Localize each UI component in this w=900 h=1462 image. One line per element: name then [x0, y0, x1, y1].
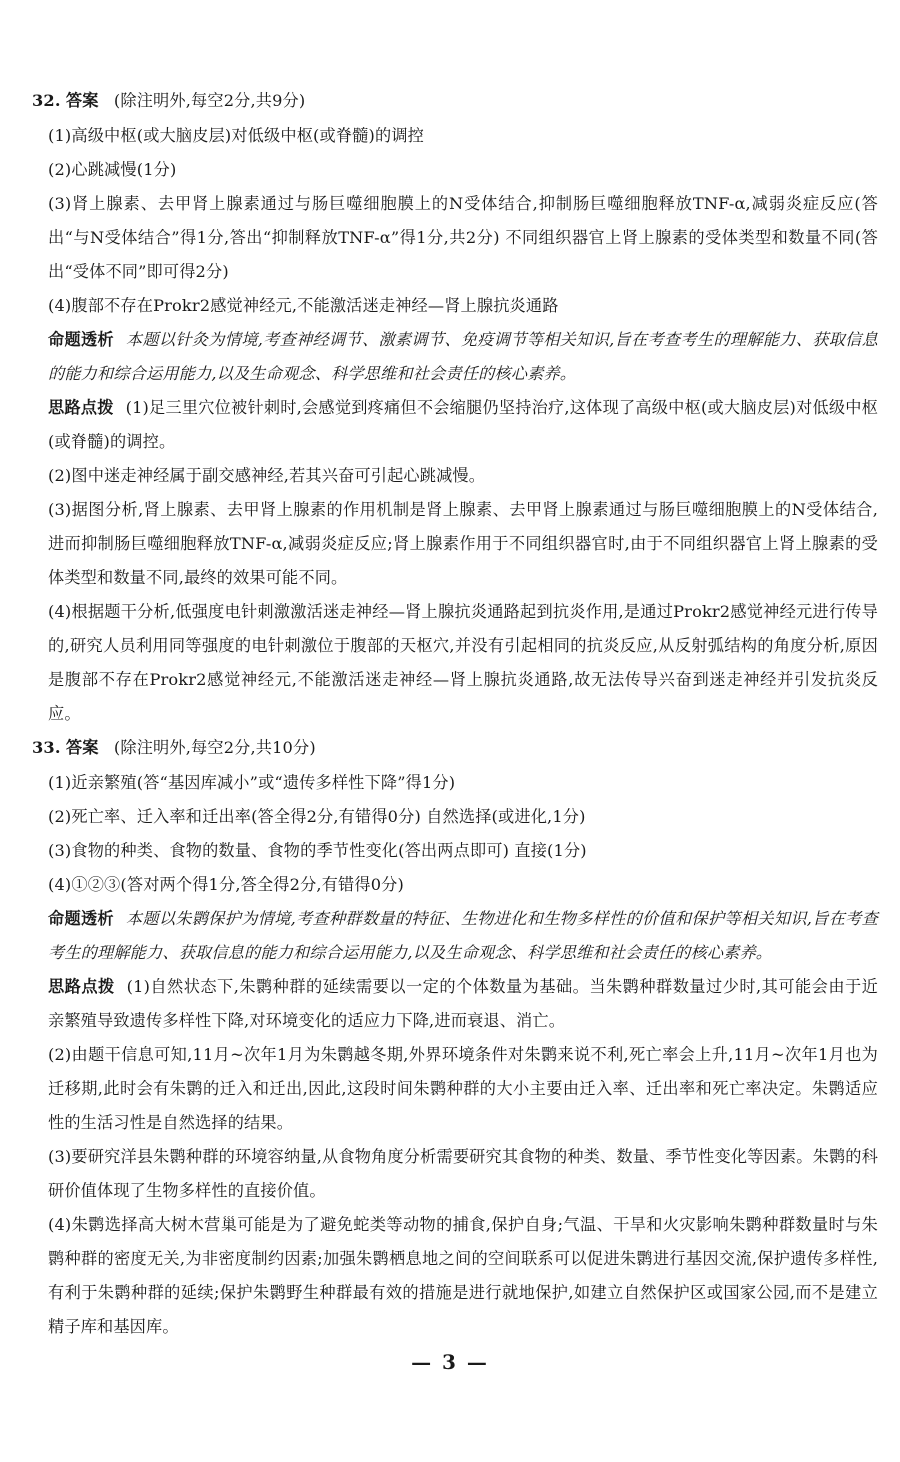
q32-hint-4: (4)根据题干分析,低强度电针刺激激活迷走神经—肾上腺抗炎通路起到抗炎作用,是通过Prokr2感觉神经元进行传导的,研究人员利用同等强度的电针刺激位于腹部的天枢穴,并没有引起相同的抗炎反应,从反射弧结构的角度分析,原因是腹部不存在Prokr2感觉神经元,不能激活迷走神经—肾上腺抗炎通路,故无法传导兴奋到迷走神经并引发抗炎反应。 [48, 602, 878, 723]
q33-hint-label: 思路点拨 [48, 977, 115, 996]
q33-answer-4: (4)①②③(答对两个得1分,答全得2分,有错得0分) [48, 875, 404, 894]
q32-header [32, 84, 878, 118]
q32-hint-3: (3)据图分析,肾上腺素、去甲肾上腺素的作用机制是肾上腺素、去甲肾上腺素通过与肠巨噬细胞膜上的N受体结合,进而抑制肠巨噬细胞释放TNF-α,减弱炎症反应;肾上腺素作用于不同组织器官时,由于不同组织器官上肾上腺素的受体类型和数量不同,最终的效果可能不同。 [48, 500, 878, 587]
q33-hint-2: (2)由题干信息可知,11月~次年1月为朱鹮越冬期,外界环境条件对朱鹮来说不利,死亡率会上升,11月~次年1月也为迁移期,此时会有朱鹮的迁入和迁出,因此,这段时间朱鹮种群的大小主要由迁入率、迁出率和死亡率决定。朱鹮适应性的生活习性是自然选择的结果。 [48, 1045, 878, 1132]
q32-hint-1 [32, 391, 878, 459]
q33-answer-2: (2)死亡率、迁入率和迁出率(答全得2分,有错得0分) 自然选择(或进化,1分) [48, 807, 586, 826]
q33-intent-label: 命题透析 [48, 909, 114, 928]
q33-hint-1-text: (1)自然状态下,朱鹮种群的延续需要以一定的个体数量为基础。当朱鹮种群数量过少时,其可能会由于近亲繁殖导致遗传多样性下降,对环境变化的适应力下降,进而衰退、消亡。 [48, 977, 878, 1030]
q32-answer-2: (2)心跳减慢(1分) [48, 160, 177, 179]
q32-number: 32. [32, 91, 61, 110]
q33-scoring-note: (除注明外,每空2分,共10分) [113, 738, 316, 757]
page-number: — 3 — [411, 1350, 489, 1374]
q33-number: 33. [32, 738, 61, 757]
q32-scoring-note: (除注明外,每空2分,共9分) [113, 91, 306, 110]
q32-hint-2: (2)图中迷走神经属于副交感神经,若其兴奋可引起心跳减慢。 [48, 466, 486, 485]
q32-hint-label: 思路点拨 [48, 398, 114, 417]
q33-answer-3: (3)食物的种类、食物的数量、食物的季节性变化(答出两点即可) 直接(1分) [48, 841, 587, 860]
q32-intent-text: 本题以针灸为情境,考查神经调节、激素调节、免疫调节等相关知识,旨在考查考生的理解能力、获取信息的能力和综合运用能力,以及生命观念、科学思维和社会责任的核心素养。 [48, 330, 878, 383]
q33-hint-4: (4)朱鹮选择高大树木营巢可能是为了避免蛇类等动物的捕食,保护自身;气温、干旱和火灾影响朱鹮种群数量时与朱鹮种群的密度无关,为非密度制约因素;加强朱鹮栖息地之间的空间联系可以促进朱鹮进行基因交流,保护遗传多样性,有利于朱鹮种群的延续;保护朱鹮野生种群最有效的措施是进行就地保护,如建立自然保护区或国家公园,而不是建立精子库和基因库。 [48, 1215, 878, 1336]
q33-hint-3: (3)要研究洋县朱鹮种群的环境容纳量,从食物角度分析需要研究其食物的种类、数量、季节性变化等因素。朱鹮的科研价值体现了生物多样性的直接价值。 [48, 1147, 878, 1200]
q33-intent-text: 本题以朱鹮保护为情境,考查种群数量的特征、生物进化和生物多样性的价值和保护等相关知识,旨在考查考生的理解能力、获取信息的能力和综合运用能力,以及生命观念、科学思维和社会责任的核心素养。 [48, 909, 878, 962]
q33-answer-1: (1)近亲繁殖(答“基因库减小”或“遗传多样性下降”得1分) [48, 773, 456, 792]
q32-answer-1: (1)高级中枢(或大脑皮层)对低级中枢(或脊髓)的调控 [48, 126, 424, 145]
q32-answer-3: (3)肾上腺素、去甲肾上腺素通过与肠巨噬细胞膜上的N受体结合,抑制肠巨噬细胞释放TNF-α,减弱炎症反应(答出“与N受体结合”得1分,答出“抑制释放TNF-α”得1分,共2分) 不同组织器官上肾上腺素的受体类型和数量不同(答出“受体不同”即可得2分) [48, 194, 878, 281]
q32-answer-label: 答案 [65, 91, 99, 110]
q32-intent [32, 323, 878, 391]
q33-answer-label: 答案 [65, 738, 99, 757]
q32-hint-1-text: (1)足三里穴位被针刺时,会感觉到疼痛但不会缩腿仍坚持治疗,这体现了高级中枢(或大脑皮层)对低级中枢(或脊髓)的调控。 [48, 398, 878, 451]
q33-hint-1 [32, 970, 878, 1038]
q33-header [32, 731, 878, 765]
q33-intent [32, 902, 878, 970]
q32-answer-4: (4)腹部不存在Prokr2感觉神经元,不能激活迷走神经—肾上腺抗炎通路 [48, 296, 559, 315]
q32-intent-label: 命题透析 [48, 330, 114, 349]
